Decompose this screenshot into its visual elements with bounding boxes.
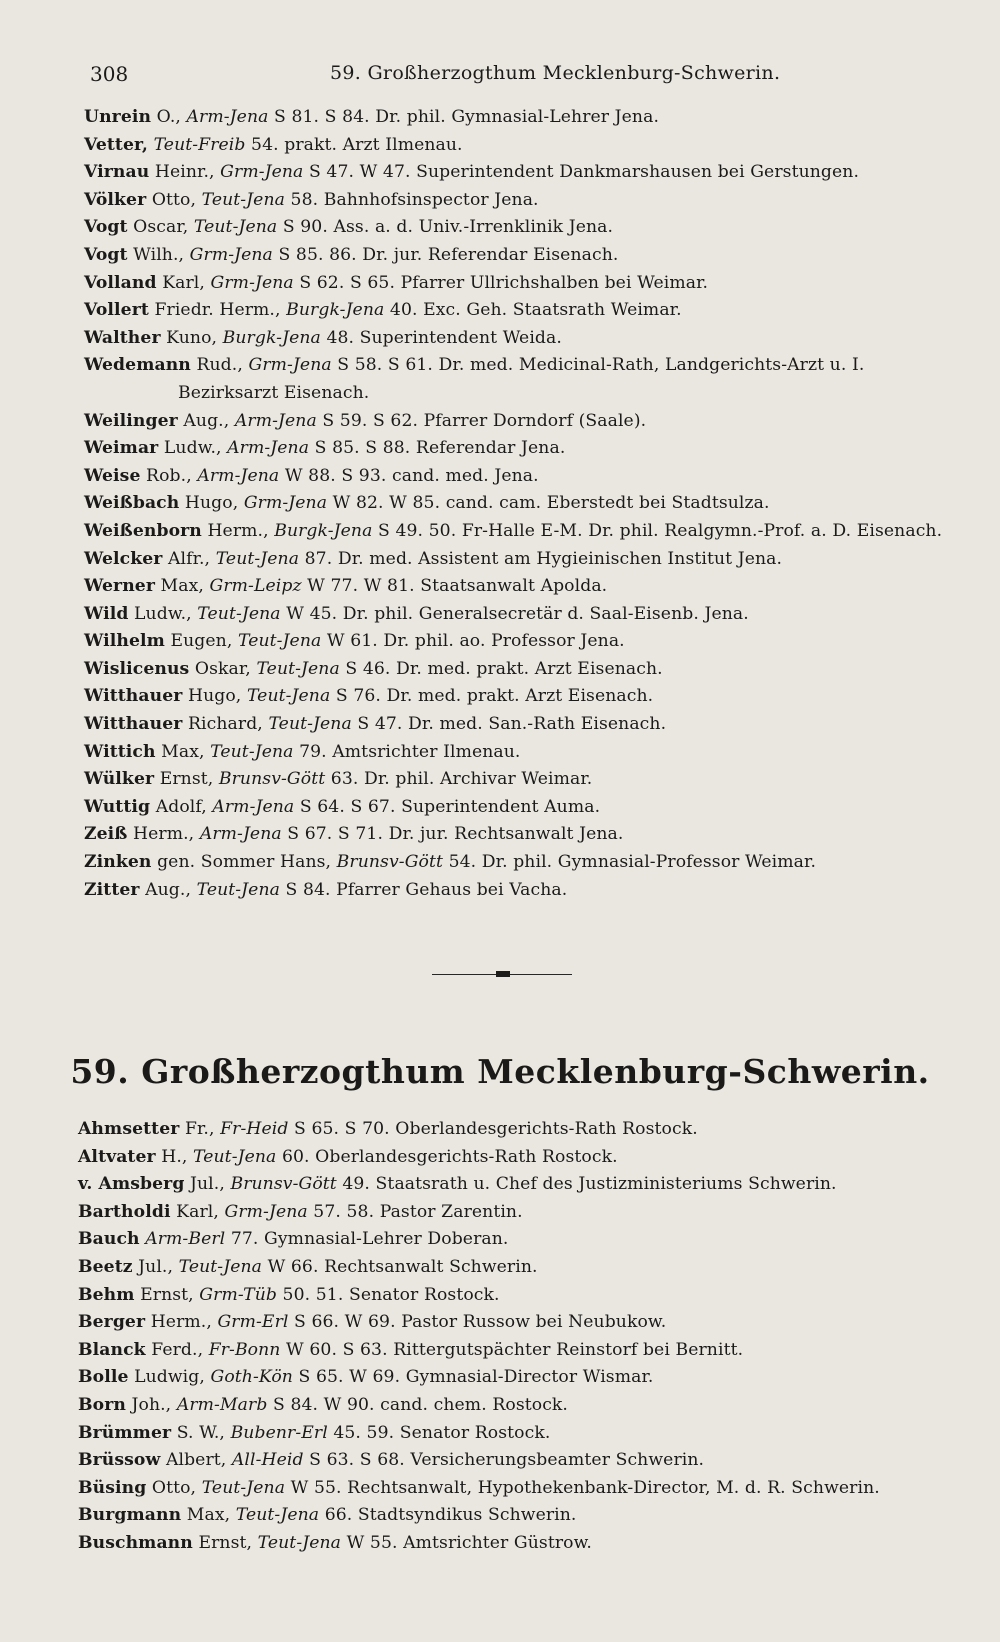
- entry-given-name: Aug.,: [177, 410, 235, 431]
- entry-given-name: Oscar,: [127, 217, 194, 238]
- entry-surname: Vogt: [84, 244, 128, 265]
- entry-given-name: Albert,: [160, 1450, 232, 1471]
- entry-corps: Grm-Jena: [189, 244, 273, 265]
- entry-corps: Brunsv-Gött: [218, 769, 326, 790]
- entry-corps: Teut-Jena: [256, 658, 340, 679]
- entry-given-name: Jul.,: [132, 1256, 179, 1277]
- entry-surname: Weißbach: [84, 493, 180, 514]
- entry-given-name: Adolf,: [150, 796, 213, 817]
- entry-surname: Wittich: [84, 741, 156, 762]
- entry-surname: Vollert: [84, 300, 149, 321]
- entry-given-name: Rud.,: [190, 355, 249, 376]
- entry-details: 48. Superintendent Weida.: [320, 327, 562, 348]
- directory-entry: [78, 1282, 978, 1310]
- entry-corps: Arm-Jena: [212, 796, 295, 817]
- entry-given-name: Herm.,: [145, 1312, 218, 1333]
- directory-entry: [84, 463, 964, 491]
- entry-surname: Zitter: [84, 879, 140, 900]
- entry-surname: Zinken: [84, 852, 152, 873]
- directory-entry: [78, 1475, 978, 1503]
- directory-entry: [84, 214, 964, 242]
- entry-corps: Arm-Jena: [227, 438, 310, 459]
- entry-corps: Teut-Jena: [235, 1505, 320, 1526]
- entry-surname: Witthauer: [84, 686, 183, 707]
- entry-details: 49. Staatsrath u. Chef des Justizministeriums Schwerin.: [336, 1174, 837, 1195]
- directory-entry: [78, 1254, 978, 1282]
- entry-details: W 45. Dr. phil. Generalsecretär d. Saal-Eisenb. Jena.: [280, 603, 749, 624]
- entry-corps: Teut-Jena: [268, 714, 352, 735]
- entry-corps: Goth-Kön: [210, 1367, 293, 1388]
- entry-corps: Arm-Jena: [199, 824, 282, 845]
- directory-entry: [84, 849, 964, 877]
- directory-entry: [78, 1309, 978, 1337]
- entry-details: W 77. W 81. Staatsanwalt Apolda.: [301, 576, 608, 597]
- entry-corps: Teut-Jena: [215, 548, 300, 569]
- directory-entry: [84, 628, 964, 656]
- entry-corps: Burgk-Jena: [222, 327, 321, 348]
- entry-surname: Wuttig: [84, 796, 151, 817]
- entry-given-name: Kuno,: [160, 327, 223, 348]
- entry-surname: Zeiß: [84, 824, 128, 845]
- entry-details: S 58. S 61. Dr. med. Medicinal-Rath, Landgerichts-Arzt u. I. Bezirksarzt Eisenach.: [178, 355, 865, 403]
- entry-surname: Brümmer: [78, 1422, 172, 1443]
- entry-surname: Welcker: [84, 548, 163, 569]
- entry-given-name: Friedr. Herm.,: [148, 300, 287, 321]
- directory-entry: [84, 159, 964, 187]
- entry-corps: Grm-Jena: [243, 493, 328, 514]
- entry-given-name: Otto,: [146, 189, 202, 210]
- entry-given-name: Karl,: [156, 272, 211, 293]
- entry-details: W 82. W 85. cand. cam. Eberstedt bei Stadtsulza.: [327, 493, 770, 514]
- directory-entry: [84, 518, 964, 546]
- directory-entry: [84, 132, 964, 160]
- entry-details: 50. 51. Senator Rostock.: [276, 1284, 500, 1305]
- entry-details: S 67. S 71. Dr. jur. Rechtsanwalt Jena.: [281, 824, 624, 845]
- entry-surname: Weilinger: [84, 410, 178, 431]
- directory-entry: [84, 297, 964, 325]
- directory-entry: [78, 1226, 978, 1254]
- directory-entry: [84, 270, 964, 298]
- entry-corps: Grm-Jena: [224, 1201, 308, 1222]
- entry-given-name: Wilh.,: [127, 244, 190, 265]
- entry-details: 45. 59. Senator Rostock.: [327, 1422, 551, 1443]
- entry-details: S 47. W 47. Superintendent Dankmarshausen bei Gerstungen.: [303, 162, 860, 183]
- entry-corps: Teut-Jena: [237, 631, 322, 652]
- entry-details: W 61. Dr. phil. ao. Professor Jena.: [321, 631, 625, 652]
- entry-surname: Weißenborn: [84, 520, 202, 541]
- entry-surname: Burgmann: [78, 1505, 182, 1526]
- entry-list-top: [84, 104, 964, 904]
- entry-given-name: O.,: [151, 107, 187, 127]
- entry-given-name: Ernst,: [154, 769, 219, 790]
- entry-given-name: Max,: [155, 741, 211, 762]
- directory-entry: [78, 1116, 978, 1144]
- entry-corps: Grm-Jena: [220, 162, 304, 183]
- entry-details: 66. Stadtsyndikus Schwerin.: [319, 1505, 577, 1526]
- directory-entry: [78, 1447, 978, 1475]
- entry-corps: Brunsv-Gött: [230, 1174, 337, 1195]
- entry-corps: Grm-Tüb: [199, 1284, 277, 1305]
- directory-entry: [84, 877, 964, 905]
- entry-corps: Arm-Berl: [145, 1229, 226, 1250]
- entry-details: S 62. S 65. Pfarrer Ullrichshalben bei Weimar.: [293, 272, 709, 293]
- entry-details: 54. Dr. phil. Gymnasial-Professor Weimar.: [443, 852, 817, 873]
- entry-corps: Teut-Jena: [197, 603, 281, 624]
- entry-surname: Ahmsetter: [78, 1119, 180, 1139]
- directory-entry: [78, 1420, 978, 1448]
- entry-corps: Arm-Jena: [197, 465, 280, 486]
- entry-given-name: Ludwig,: [128, 1367, 211, 1388]
- entry-surname: Vetter,: [84, 134, 148, 155]
- entry-surname: v. Amsberg: [78, 1174, 185, 1195]
- directory-entry: [84, 739, 964, 767]
- entry-corps: Fr-Bonn: [208, 1339, 281, 1360]
- entry-given-name: Max,: [181, 1505, 236, 1526]
- directory-entry: [84, 435, 964, 463]
- entry-surname: Vogt: [84, 217, 128, 238]
- directory-entry: [84, 766, 964, 794]
- entry-given-name: Aug.,: [139, 879, 197, 900]
- entry-corps: Teut-Jena: [193, 217, 278, 238]
- entry-list-bottom: [78, 1116, 978, 1558]
- entry-corps: Arm-Marb: [176, 1394, 268, 1415]
- directory-entry: [84, 104, 964, 132]
- entry-given-name: Ernst,: [192, 1532, 258, 1553]
- entry-given-name: Heinr.,: [149, 162, 221, 183]
- entry-corps: All-Heid: [231, 1450, 304, 1471]
- entry-details: 58. Bahnhofsinspector Jena.: [284, 189, 539, 210]
- entry-surname: Bartholdi: [78, 1201, 171, 1222]
- entry-surname: Berger: [78, 1312, 146, 1333]
- entry-given-name: Ferd.,: [145, 1339, 209, 1360]
- directory-entry: [84, 821, 964, 849]
- directory-entry: [78, 1364, 978, 1392]
- entry-given-name: Alfr.,: [162, 548, 216, 569]
- entry-details: S 65. W 69. Gymnasial-Director Wismar.: [292, 1367, 654, 1388]
- entry-given-name: Richard,: [182, 714, 269, 735]
- entry-surname: Virnau: [84, 162, 150, 183]
- entry-surname: Bolle: [78, 1367, 129, 1388]
- entry-details: S 66. W 69. Pastor Russow bei Neubukow.: [288, 1312, 667, 1333]
- entry-corps: Teut-Jena: [246, 686, 331, 707]
- entry-corps: Burgk-Jena: [286, 300, 385, 321]
- entry-corps: Teut-Jena: [201, 1477, 286, 1498]
- entry-details: S 49. 50. Fr-Halle E-M. Dr. phil. Realgymn.-Prof. a. D. Eisenach.: [372, 520, 943, 541]
- entry-details: 87. Dr. med. Assistent am Hygieinischen Institut Jena.: [299, 548, 783, 569]
- entry-details: 57. 58. Pastor Zarentin.: [307, 1201, 523, 1222]
- entry-given-name: S. W.,: [171, 1422, 231, 1443]
- entry-given-name: Hugo,: [182, 686, 247, 707]
- entry-given-name: Max,: [154, 576, 210, 597]
- entry-details: W 55. Rechtsanwalt, Hypothekenbank-Director, M. d. R. Schwerin.: [285, 1477, 880, 1498]
- directory-entry: [84, 573, 964, 601]
- entry-given-name: Fr.,: [179, 1119, 221, 1139]
- entry-corps: Arm-Jena: [186, 107, 269, 127]
- entry-corps: Teut-Jena: [178, 1256, 262, 1277]
- entry-surname: Weise: [84, 465, 141, 486]
- entry-surname: Völker: [84, 189, 147, 210]
- entry-details: W 88. S 93. cand. med. Jena.: [279, 465, 539, 486]
- entry-corps: Brunsv-Gött: [336, 852, 443, 873]
- entry-details: S 85. 86. Dr. jur. Referendar Eisenach.: [272, 244, 619, 265]
- entry-details: W 55. Amtsrichter Güstrow.: [341, 1532, 592, 1553]
- entry-details: W 66. Rechtsanwalt Schwerin.: [262, 1256, 538, 1277]
- entry-details: S 81. S 84. Dr. phil. Gymnasial-Lehrer Jena.: [268, 107, 660, 127]
- entry-surname: Beetz: [78, 1256, 133, 1277]
- entry-details: 54. prakt. Arzt Ilmenau.: [245, 134, 463, 155]
- entry-surname: Werner: [84, 576, 155, 597]
- directory-entry: [84, 656, 964, 684]
- section-divider-ornament: [496, 971, 510, 977]
- entry-details: S 63. S 68. Versicherungsbeamter Schwerin.: [303, 1450, 705, 1471]
- entry-surname: Wislicenus: [84, 658, 190, 679]
- entry-details: S 59. S 62. Pfarrer Dorndorf (Saale).: [316, 410, 647, 431]
- directory-entry: [78, 1530, 978, 1558]
- entry-corps: Teut-Jena: [193, 1146, 277, 1167]
- entry-details: S 47. Dr. med. San.-Rath Eisenach.: [351, 714, 667, 735]
- entry-details: S 84. W 90. cand. chem. Rostock.: [267, 1394, 568, 1415]
- directory-entry: [84, 601, 964, 629]
- entry-corps: Teut-Freib: [153, 134, 246, 155]
- entry-corps: Fr-Heid: [220, 1119, 289, 1139]
- directory-entry: [78, 1392, 978, 1420]
- entry-corps: Teut-Jena: [210, 741, 294, 762]
- entry-corps: Grm-Jena: [248, 355, 332, 376]
- entry-given-name: Otto,: [146, 1477, 202, 1498]
- entry-corps: Arm-Jena: [234, 410, 317, 431]
- entry-given-name: Oskar,: [189, 658, 257, 679]
- entry-given-name: Karl,: [170, 1201, 225, 1222]
- section-heading: 59. Großherzogthum Mecklenburg-Schwerin.: [70, 1052, 930, 1091]
- directory-entry: [84, 325, 964, 353]
- entry-corps: Grm-Leipz: [209, 576, 302, 597]
- entry-surname: Wild: [84, 603, 129, 624]
- entry-details: S 76. Dr. med. prakt. Arzt Eisenach.: [330, 686, 654, 707]
- entry-given-name: Herm.,: [127, 824, 200, 845]
- entry-details: 40. Exc. Geh. Staatsrath Weimar.: [384, 300, 682, 321]
- directory-entry: [84, 408, 964, 436]
- entry-given-name: gen. Sommer Hans,: [151, 852, 337, 873]
- entry-corps: Grm-Jena: [210, 272, 294, 293]
- entry-surname: Wülker: [84, 769, 155, 790]
- running-header: [90, 60, 930, 90]
- directory-entry: [78, 1171, 978, 1199]
- entry-details: S 65. S 70. Oberlandesgerichts-Rath Rostock.: [288, 1119, 698, 1139]
- entry-surname: Born: [78, 1394, 126, 1415]
- entry-details: 60. Oberlandesgerichts-Rath Rostock.: [276, 1146, 618, 1167]
- entry-surname: Witthauer: [84, 714, 183, 735]
- entry-given-name: Joh.,: [125, 1394, 177, 1415]
- entry-given-name: Eugen,: [164, 631, 238, 652]
- entry-surname: Walther: [84, 327, 161, 348]
- entry-surname: Wilhelm: [84, 631, 165, 652]
- directory-entry: [78, 1144, 978, 1172]
- entry-given-name: H.,: [155, 1146, 194, 1167]
- page-number: 308: [90, 62, 129, 86]
- entry-surname: Behm: [78, 1284, 135, 1305]
- entry-surname: Altvater: [78, 1146, 156, 1167]
- directory-entry: [78, 1337, 978, 1365]
- directory-entry: [84, 546, 964, 574]
- entry-corps: Teut-Jena: [257, 1532, 342, 1553]
- entry-details: S 46. Dr. med. prakt. Arzt Eisenach.: [339, 658, 663, 679]
- entry-details: S 90. Ass. a. d. Univ.-Irrenklinik Jena.: [277, 217, 614, 238]
- entry-details: S 85. S 88. Referendar Jena.: [309, 438, 566, 459]
- directory-entry: [84, 711, 964, 739]
- entry-corps: Grm-Erl: [217, 1312, 289, 1333]
- entry-surname: Blanck: [78, 1339, 146, 1360]
- entry-corps: Burgk-Jena: [274, 520, 373, 541]
- directory-entry: [84, 794, 964, 822]
- entry-corps: Bubenr-Erl: [230, 1422, 328, 1443]
- entry-surname: Unrein: [84, 107, 152, 127]
- entry-details: 77. Gymnasial-Lehrer Doberan.: [225, 1229, 509, 1250]
- directory-entry: [84, 490, 964, 518]
- directory-entry: [78, 1199, 978, 1227]
- entry-given-name: Hugo,: [179, 493, 244, 514]
- entry-given-name: Herm.,: [201, 520, 275, 541]
- directory-entry: [84, 683, 964, 711]
- directory-entry: [84, 187, 964, 215]
- entry-surname: Volland: [84, 272, 157, 293]
- entry-given-name: Jul.,: [184, 1174, 231, 1195]
- directory-entry: [78, 1502, 978, 1530]
- entry-given-name: Ludw.,: [128, 603, 198, 624]
- entry-corps: Teut-Jena: [196, 879, 280, 900]
- directory-entry: [84, 352, 964, 407]
- entry-details: W 60. S 63. Rittergutspächter Reinstorf bei Bernitt.: [280, 1339, 744, 1360]
- running-title: 59. Großherzogthum Mecklenburg-Schwerin.: [330, 62, 781, 84]
- entry-surname: Bauch: [78, 1229, 140, 1250]
- entry-given-name: Ludw.,: [158, 438, 228, 459]
- entry-surname: Büsing: [78, 1477, 147, 1498]
- directory-entry: [84, 242, 964, 270]
- entry-details: S 84. Pfarrer Gehaus bei Vacha.: [279, 879, 568, 900]
- entry-given-name: Ernst,: [134, 1284, 200, 1305]
- entry-details: 63. Dr. phil. Archivar Weimar.: [325, 769, 593, 790]
- entry-details: 79. Amtsrichter Ilmenau.: [293, 741, 521, 762]
- entry-given-name: Rob.,: [140, 465, 198, 486]
- entry-surname: Wedemann: [84, 355, 191, 376]
- entry-details: S 64. S 67. Superintendent Auma.: [294, 796, 601, 817]
- entry-surname: Brüssow: [78, 1450, 161, 1471]
- entry-surname: Weimar: [84, 438, 159, 459]
- entry-surname: Buschmann: [78, 1532, 193, 1553]
- entry-corps: Teut-Jena: [201, 189, 285, 210]
